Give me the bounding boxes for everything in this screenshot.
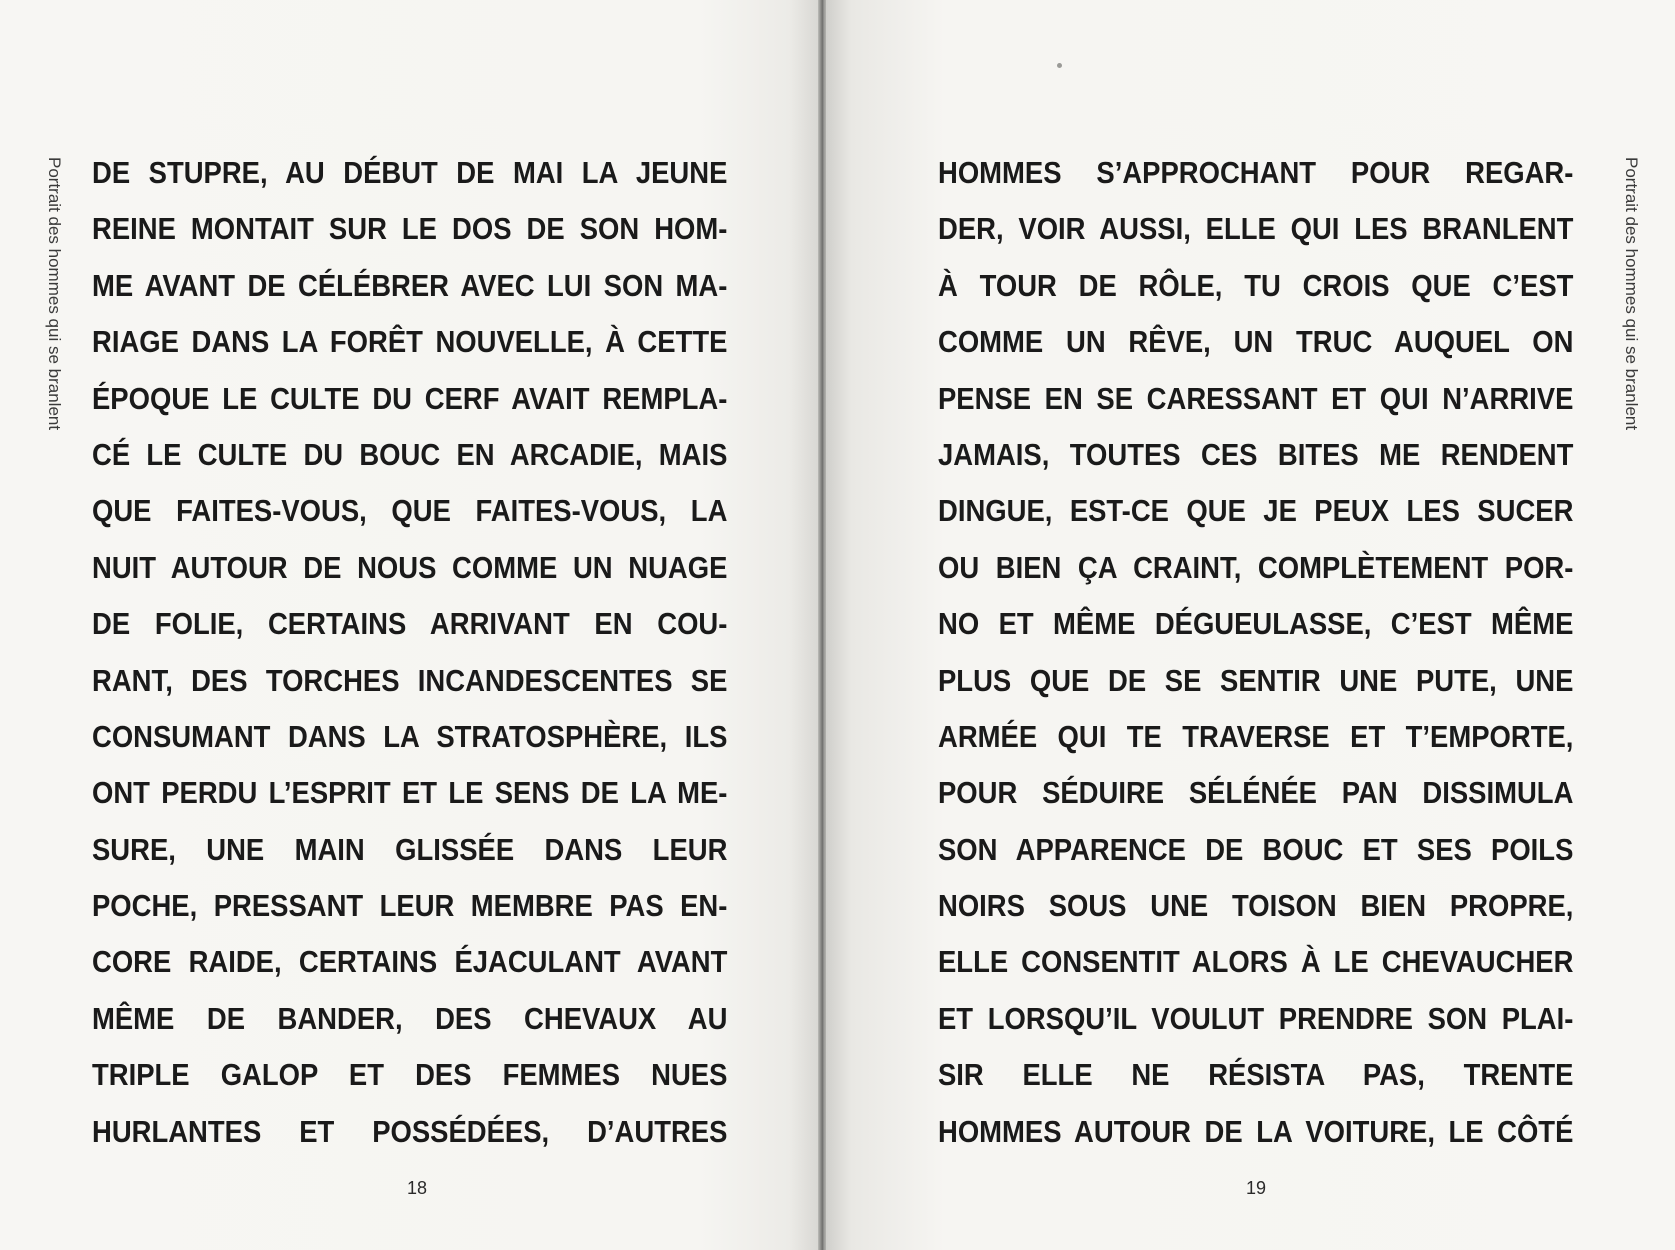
running-head-right: Portrait des hommes qui se branlent — [1622, 157, 1641, 431]
text-line: POUR SÉDUIRE SÉLÉNÉE PAN DISSIMULA — [938, 776, 1574, 811]
running-head-left: Portrait des hommes qui se branlent — [45, 157, 64, 431]
text-line: ME AVANT DE CÉLÉBRER AVEC LUI SON MA- — [92, 268, 728, 303]
text-line: PENSE EN SE CARESSANT ET QUI N’ARRIVE — [938, 381, 1574, 416]
text-line: SIR ELLE NE RÉSISTA PAS, TRENTE — [938, 1058, 1574, 1093]
text-line: ÉPOQUE LE CULTE DU CERF AVAIT REMPLA- — [92, 381, 728, 416]
text-line: HOMMES AUTOUR DE LA VOITURE, LE CÔTÉ — [938, 1114, 1574, 1149]
text-line: COMME UN RÊVE, UN TRUC AUQUEL ON — [938, 325, 1574, 360]
text-line: NOIRS SOUS UNE TOISON BIEN PROPRE, — [938, 889, 1574, 924]
text-line: OU BIEN ÇA CRAINT, COMPLÈTEMENT POR- — [938, 550, 1574, 585]
text-line: DER, VOIR AUSSI, ELLE QUI LES BRANLENT — [938, 212, 1574, 247]
text-line: CORE RAIDE, CERTAINS ÉJACULANT AVANT — [92, 945, 728, 980]
text-line: À TOUR DE RÔLE, TU CROIS QUE C’EST — [938, 268, 1574, 303]
text-line: NO ET MÊME DÉGUEULASSE, C’EST MÊME — [938, 607, 1574, 642]
text-line: PLUS QUE DE SE SENTIR UNE PUTE, UNE — [938, 663, 1574, 698]
text-line: TRIPLE GALOP ET DES FEMMES NUES — [92, 1058, 728, 1093]
text-line: POCHE, PRESSANT LEUR MEMBRE PAS EN- — [92, 889, 728, 924]
text-line: REINE MONTAIT SUR LE DOS DE SON HOM- — [92, 212, 728, 247]
text-line: DINGUE, EST-CE QUE JE PEUX LES SUCER — [938, 494, 1574, 529]
text-line: RANT, DES TORCHES INCANDESCENTES SE — [92, 663, 728, 698]
paper-speck — [1057, 63, 1062, 68]
text-line: ONT PERDU L’ESPRIT ET LE SENS DE LA ME- — [92, 776, 728, 811]
text-line: ARMÉE QUI TE TRAVERSE ET T’EMPORTE, — [938, 719, 1574, 754]
right-page-text — [938, 145, 1573, 1160]
page-number-left: 18 — [406, 1178, 428, 1198]
text-line: HURLANTES ET POSSÉDÉES, D’AUTRES — [92, 1114, 728, 1149]
text-line: CONSUMANT DANS LA STRATOSPHÈRE, ILS — [92, 719, 728, 754]
text-line: MÊME DE BANDER, DES CHEVAUX AU — [92, 1001, 728, 1036]
left-page — [0, 0, 822, 1250]
text-line: ELLE CONSENTIT ALORS À LE CHEVAUCHER — [938, 945, 1574, 980]
text-line: DE STUPRE, AU DÉBUT DE MAI LA JEUNE — [92, 156, 728, 190]
page-number-right: 19 — [1245, 1178, 1267, 1198]
text-line: SURE, UNE MAIN GLISSÉE DANS LEUR — [92, 832, 728, 867]
text-line: ET LORSQU’IL VOULUT PRENDRE SON PLAI- — [938, 1001, 1574, 1036]
text-line: SON APPARENCE DE BOUC ET SES POILS — [938, 832, 1574, 867]
text-line: RIAGE DANS LA FORÊT NOUVELLE, À CETTE — [92, 325, 728, 360]
text-line: QUE FAITES-VOUS, QUE FAITES-VOUS, LA — [92, 494, 728, 529]
text-line: NUIT AUTOUR DE NOUS COMME UN NUAGE — [92, 550, 728, 585]
left-page-text — [92, 145, 727, 1160]
text-line: DE FOLIE, CERTAINS ARRIVANT EN COU- — [92, 607, 728, 642]
text-line: HOMMES S’APPROCHANT POUR REGAR- — [938, 156, 1574, 190]
text-line: CÉ LE CULTE DU BOUC EN ARCADIE, MAIS — [92, 437, 728, 472]
right-page — [826, 0, 1675, 1250]
text-line: JAMAIS, TOUTES CES BITES ME RENDENT — [938, 437, 1574, 472]
